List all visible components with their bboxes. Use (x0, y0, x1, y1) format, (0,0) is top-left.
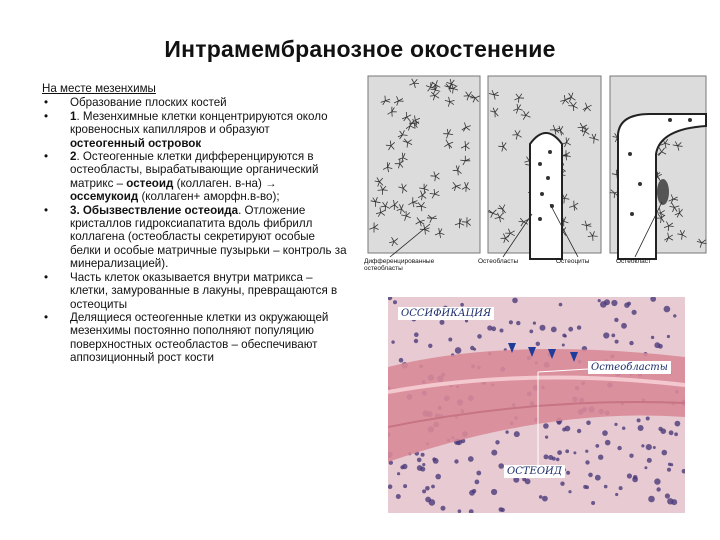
cell-nucleus (475, 480, 480, 485)
cell-nucleus (627, 473, 632, 478)
cell-nucleus (646, 417, 650, 421)
caption-osteoblasts: Остеобласты (478, 258, 519, 265)
bullet-bold: оссемукоид (70, 190, 139, 204)
cell-nucleus (393, 300, 397, 304)
cell-nucleus (529, 330, 533, 334)
cell-nucleus (548, 455, 553, 460)
cell-nucleus (458, 509, 462, 513)
cell-nucleus (557, 450, 562, 455)
bullet-bold: остеоид (126, 176, 174, 190)
cell-nucleus (617, 446, 621, 450)
cell-nucleus (440, 320, 445, 325)
cell-nucleus (585, 450, 588, 453)
cell-nucleus (611, 300, 617, 306)
cell-nucleus (668, 463, 671, 466)
label-osteoblasts: Остеобласты (588, 361, 671, 374)
cell-nucleus (399, 358, 404, 363)
cell-nucleus (473, 348, 476, 351)
cell-nucleus (454, 459, 458, 463)
caption-osteoclast: Остеокласт (616, 258, 651, 265)
bullet-item (42, 271, 347, 311)
cell-nucleus (632, 477, 638, 483)
cell-nucleus (624, 303, 629, 308)
cell-nucleus (460, 303, 464, 307)
intro-line: На месте мезенхимы (42, 82, 156, 95)
cell-nucleus (540, 325, 546, 331)
cell-nucleus (577, 429, 581, 433)
cell-nucleus (648, 496, 655, 503)
cell-nucleus (664, 306, 671, 313)
cell-nucleus (654, 342, 660, 348)
cell-nucleus (662, 450, 668, 456)
cell-nucleus (586, 421, 591, 426)
bullet-text: Образование плоских костей (70, 96, 227, 110)
cell-nucleus (619, 486, 623, 490)
bullet-item (42, 204, 347, 271)
bullet-item (42, 150, 347, 204)
cell-nucleus (656, 487, 660, 491)
cell-nucleus (425, 497, 431, 503)
cell-nucleus (420, 467, 425, 472)
cell-nucleus (614, 423, 617, 426)
cell-nucleus (476, 471, 481, 476)
cell-nucleus (500, 329, 504, 333)
cell-nucleus (551, 327, 557, 333)
cell-nucleus (566, 471, 570, 475)
cell-nucleus (669, 430, 674, 435)
bullet-text: . Остеогенные клетки дифференцируются в остеобласты, вырабатывающие органический матрикс – (70, 150, 319, 190)
cell-nucleus (435, 474, 441, 480)
cell-nucleus (667, 335, 670, 338)
cell-nucleus (400, 465, 404, 469)
cell-nucleus (565, 426, 571, 432)
cell-nucleus (611, 334, 615, 338)
label-ossification: ОССИФИКАЦИЯ (398, 307, 494, 320)
bullet-text: Делящиеся остеогенные клетки из окружающей мезенхимы постоянно пополняют популяцию поверхностных остеобластов – обеспечивают аппозиционный рост кости (70, 310, 329, 365)
cell-nucleus (646, 444, 652, 450)
cell-nucleus (603, 332, 609, 338)
bullet-text: . Мезенхимные клетки концентрируются около кровеносных капилляров и образуют (70, 109, 328, 137)
cell-nucleus (647, 458, 652, 463)
cell-nucleus (654, 478, 660, 484)
cell-nucleus (644, 466, 647, 469)
cell-nucleus (585, 460, 589, 464)
cell-nucleus (675, 421, 681, 427)
cell-nucleus (512, 298, 518, 304)
diagram-drawing (360, 74, 710, 274)
cell-nucleus (653, 446, 656, 449)
cell-nucleus (674, 432, 678, 436)
cell-nucleus (495, 440, 499, 444)
cell-nucleus (417, 458, 422, 463)
cell-nucleus (577, 325, 581, 329)
cell-nucleus (421, 453, 425, 457)
cell-nucleus (487, 325, 492, 330)
cell-nucleus (441, 506, 446, 511)
cell-nucleus (505, 430, 508, 433)
cell-nucleus (638, 425, 644, 431)
cell-nucleus (629, 341, 633, 345)
cell-nucleus (591, 501, 595, 505)
cell-nucleus (544, 454, 549, 459)
slide-title: Интрамембранозное окостенение (164, 36, 556, 62)
cell-nucleus (525, 479, 531, 485)
cell-nucleus (542, 496, 548, 502)
cell-nucleus (583, 485, 587, 489)
cell-nucleus (414, 339, 418, 343)
cell-nucleus (665, 493, 670, 498)
ossification-diagram (360, 74, 710, 274)
cell-nucleus (422, 463, 425, 466)
cell-nucleus (491, 489, 497, 495)
cell-nucleus (588, 473, 593, 478)
label-osteoid: ОСТЕОИД (504, 465, 565, 478)
bullet-lead: 3. Обызвествление остеоида (70, 203, 239, 217)
bullet-text-column (42, 82, 347, 365)
cell-nucleus (602, 430, 608, 436)
bullet-text: (коллаген. в-на) → (173, 176, 277, 190)
bullet-item (42, 110, 347, 150)
cell-nucleus (560, 482, 564, 486)
cell-nucleus (391, 340, 394, 343)
cell-nucleus (477, 334, 482, 339)
cell-nucleus (614, 318, 618, 322)
cell-nucleus (499, 507, 504, 512)
cell-nucleus (397, 472, 400, 475)
cell-nucleus (673, 314, 676, 317)
cell-nucleus (396, 494, 401, 499)
cell-nucleus (661, 428, 667, 434)
cell-nucleus (455, 347, 462, 354)
cell-nucleus (414, 332, 419, 337)
bullet-text: . Отложение кристаллов гидроксиапатита вдоль фибрилл коллагена (остеобласты секретируют особые белки и особые матричные пузырьки – контроль за минерализацией). (70, 203, 347, 271)
cell-nucleus (637, 418, 641, 422)
cell-nucleus (598, 299, 601, 302)
cell-nucleus (388, 484, 392, 489)
caption-differentiated-osteoblasts: Дифференцированные остеобласты (364, 258, 435, 272)
bullet-text: Часть клеток оказывается внутри матрикса – клетки, замурованные в лакуны, превращаются в остеоциты (70, 270, 338, 311)
bullet-lead: 1 (70, 109, 77, 123)
cell-nucleus (604, 299, 610, 305)
cell-nucleus (573, 451, 576, 454)
bullet-list (42, 96, 347, 364)
cell-nucleus (556, 458, 560, 462)
cell-nucleus (667, 498, 673, 504)
bullet-item (42, 96, 347, 109)
cell-nucleus (615, 493, 618, 496)
cell-nucleus (545, 436, 548, 439)
cell-nucleus (598, 455, 603, 460)
bullet-bold: остеогенный островок (70, 136, 202, 150)
cell-nucleus (605, 440, 611, 446)
bullet-item (42, 311, 347, 365)
cell-nucleus (539, 495, 543, 499)
cell-nucleus (491, 450, 497, 456)
cell-nucleus (543, 423, 549, 429)
cell-nucleus (641, 444, 644, 447)
osteoclast-cell (657, 179, 669, 205)
cell-nucleus (651, 336, 654, 339)
cell-nucleus (562, 334, 566, 338)
cell-nucleus (568, 490, 571, 493)
cell-nucleus (629, 454, 633, 458)
cell-nucleus (403, 484, 407, 488)
caption-osteocytes: Остеоциты (556, 258, 590, 265)
cell-nucleus (422, 489, 426, 493)
cell-nucleus (568, 327, 573, 332)
cell-nucleus (516, 321, 520, 325)
micrograph-drawing (388, 297, 685, 513)
cell-nucleus (469, 490, 475, 496)
histology-micrograph (388, 297, 685, 513)
cell-nucleus (428, 344, 432, 348)
bone-island (530, 133, 562, 259)
cell-nucleus (621, 323, 627, 329)
cell-nucleus (536, 342, 540, 346)
cell-nucleus (448, 338, 452, 342)
cell-nucleus (622, 427, 625, 430)
cell-nucleus (595, 444, 599, 448)
cell-nucleus (632, 310, 637, 315)
bullet-text: (коллаген+ аморфн.в-во); (138, 190, 280, 204)
cell-nucleus (468, 456, 474, 462)
cell-nucleus (595, 475, 601, 481)
cell-nucleus (559, 303, 563, 307)
cell-nucleus (604, 485, 608, 489)
cell-nucleus (533, 322, 536, 325)
cell-nucleus (425, 486, 430, 491)
cell-nucleus (562, 344, 565, 347)
cell-nucleus (431, 485, 435, 489)
cell-nucleus (565, 449, 569, 453)
cell-nucleus (433, 458, 439, 464)
cell-nucleus (615, 340, 619, 344)
cell-nucleus (667, 468, 671, 472)
cell-nucleus (514, 431, 520, 437)
cell-nucleus (509, 320, 513, 324)
bullet-lead: 2 (70, 150, 77, 164)
